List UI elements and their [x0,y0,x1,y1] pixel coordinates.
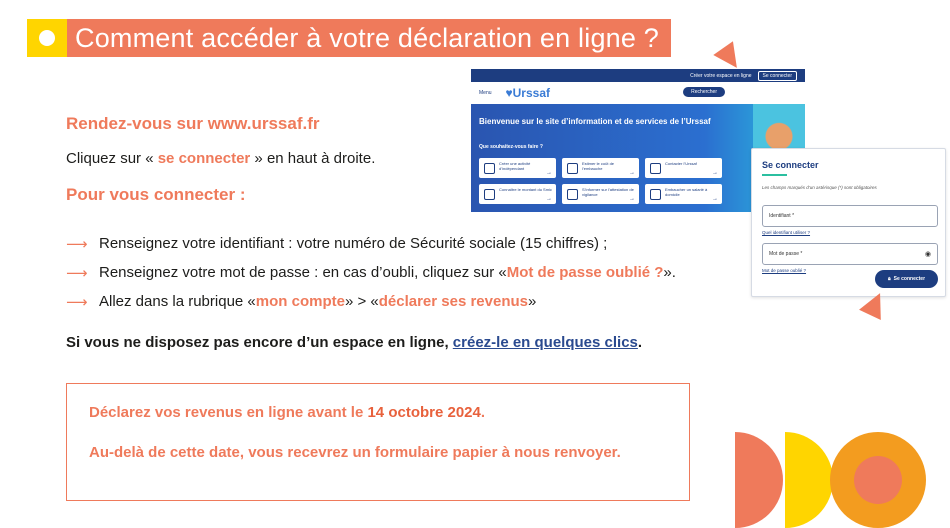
create-account-link: Créer votre espace en ligne [690,72,752,79]
click-prefix: Cliquez sur « [66,150,158,167]
click-instruction [66,150,375,167]
se-connecter-highlight: se connecter [157,150,251,167]
password-field [762,243,938,265]
login-title: Se connecter [762,160,819,170]
site-topbar [471,69,805,82]
deadline-prefix: Déclarez vos revenus en ligne avant le [89,404,368,421]
menu-icon: Menu [479,90,492,96]
visit-prefix: Rendez-vous sur [66,114,208,133]
page-title: Comment accéder à votre déclaration en ligne ? [67,19,671,57]
create-space-text: Si vous ne disposez pas encore d’un espace en ligne, [66,334,453,351]
steps-list [66,229,676,316]
eye-icon: ◉ [924,251,931,258]
lock-icon: 🔒︎ [887,276,891,282]
create-space-suffix: . [637,334,643,351]
decorative-shapes [735,432,950,528]
logo-text: Urssaf [512,86,550,100]
login-button-label: Se connecter [893,276,926,282]
deadline-line [89,402,667,424]
arrow-right-icon: ⟶ [66,264,88,282]
tile: Embaucher un salarié à domicile → [645,184,722,204]
step-highlight: mon compte [255,293,345,310]
login-button [875,270,938,288]
title-marker [27,19,67,57]
connect-heading: Pour vous connecter : [66,185,246,204]
deadline-suffix: . [480,404,486,421]
tile: Estimer le coût de l’embauche → [562,158,639,178]
tile: Connaître le montant du Smic → [479,184,556,204]
inner-circle-shape [854,456,902,504]
identifier-help-link: Quel identifiant utiliser ? [762,230,811,235]
step-text: Renseignez votre identifiant : votre numéro de Sécurité sociale (15 chiffres) ; [99,235,608,252]
password-label: Mot de passe * [769,251,803,257]
deadline-notice [66,383,690,501]
step-middle: » > « [344,293,379,310]
click-suffix: » en haut à droite. [250,150,376,167]
step-suffix: ». [663,264,676,281]
step-suffix: » [528,293,537,310]
topbar-connect-button: Se connecter [758,71,797,81]
create-space-link[interactable]: créez-le en quelques clics [452,334,638,351]
page-title-banner [27,19,671,57]
site-header [471,82,805,104]
arrow-right-icon: ⟶ [66,293,88,311]
step-highlight: Mot de passe oublié ? [506,264,664,281]
deadline-date: 14 octobre 2024 [367,404,481,421]
tile: S’informer sur l’attestation de vigilance → [562,184,639,204]
forgot-password-link: Mot de passe oublié ? [762,268,807,273]
paper-form-line: Au-delà de cette date, vous recevrez un formulaire papier à nous renvoyer. [89,444,621,461]
title-underline [762,174,787,176]
bullet-dot-icon [39,30,55,46]
step-text: Renseignez votre mot de passe : en cas d’oubli, cliquez sur « [99,264,507,281]
hero-question: Que souhaitez-vous faire ? [479,144,543,150]
identifier-label: Identifiant * [769,213,795,219]
urssaf-url: www.urssaf.fr [207,114,320,133]
half-circle-shape [735,432,783,528]
hero-title: Bienvenue sur le site d’information et de services de l’Urssaf [479,117,711,126]
identifier-field [762,205,938,227]
required-note: Les champs marqués d’un astérisque (*) sont obligatoires [762,185,877,190]
tile: Contacter l’Urssaf → [645,158,722,178]
visit-instruction [66,114,320,134]
step-text: Allez dans la rubrique « [99,293,256,310]
list-item [66,229,676,258]
create-space-sentence [66,334,642,351]
list-item [66,258,676,287]
step-highlight-2: déclarer ses revenus [378,293,529,310]
arrow-right-icon: ⟶ [66,235,88,253]
list-item [66,287,676,316]
login-card [751,148,946,297]
half-circle-shape [785,432,833,528]
urssaf-logo: ♥Urssaf [505,86,550,100]
tile: Créer une activité d’indépendant → [479,158,556,178]
search-button: Rechercher [683,87,725,97]
